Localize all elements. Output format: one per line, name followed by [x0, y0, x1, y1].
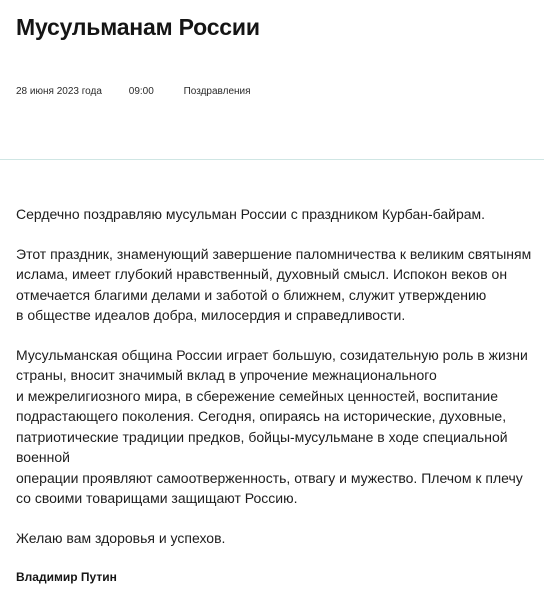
article-meta	[16, 86, 251, 97]
article-paragraph: Этот праздник, знаменующий завершение паломничества к великим святыням ислама, имеет глубокий нравственный, духовный смысл. Испокон веков он отмечается благими делами и заботой о ближнем, служит утверждению в обществе идеалов добра, милосердия и справедливости.	[16, 245, 532, 323]
article-body	[16, 204, 536, 588]
publication-time: 09:00	[128, 86, 154, 97]
article-paragraph: Мусульманская община России играет большую, созидательную роль в жизни страны, вносит значимый вклад в упрочение межнационального и межрелигиозного мира, в сбережение семейных ценностей, воспитание подрастающего поколения. Сегодня, опираясь на исторические, духовные, патриотические традиции предков, бойцы-мусульмане в ходе специальной военной операции проявляют самоотверженность, отвагу и мужество. Плечом к плечу со своими товарищами защищают Россию.	[16, 346, 528, 506]
section-divider	[0, 159, 544, 160]
article-paragraph: Желаю вам здоровья и успехов.	[16, 529, 226, 546]
article-paragraph: Сердечно поздравляю мусульман России с праздником Курбан-байрам.	[16, 206, 486, 222]
signature: Владимир Путин	[16, 570, 117, 584]
page-title: Мусульманам России	[16, 14, 260, 40]
publication-date: 28 июня 2023 года	[16, 86, 102, 97]
category-link[interactable]: Поздравления	[183, 86, 251, 97]
